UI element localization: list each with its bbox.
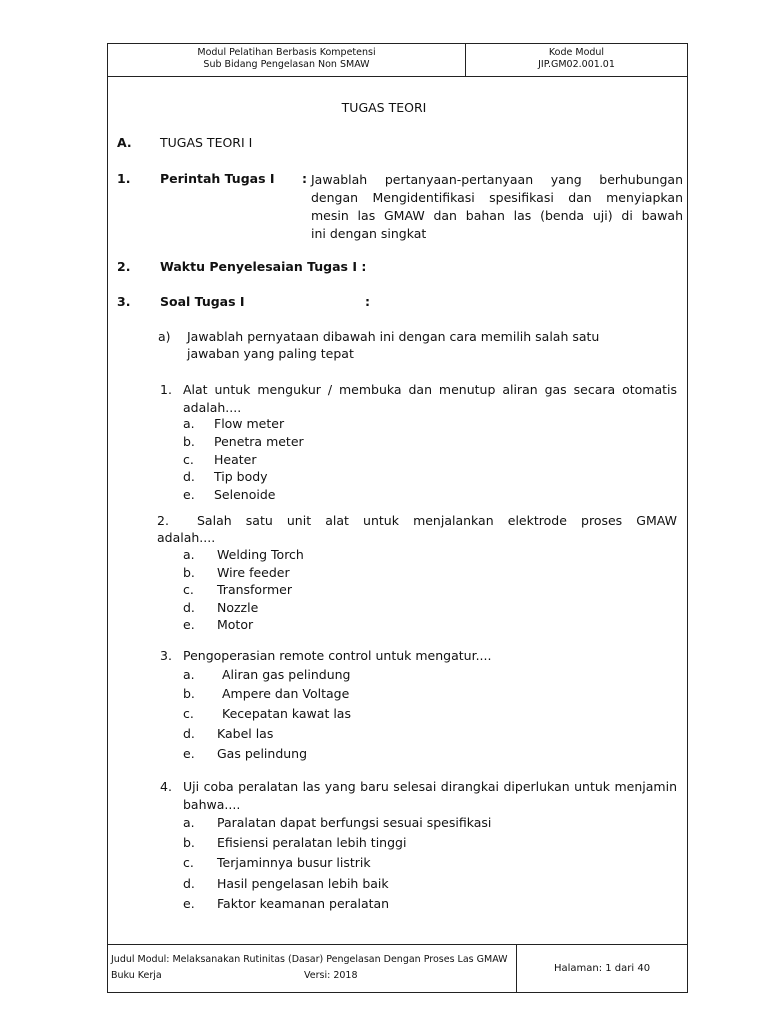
instruction-line: dengan Mengidentifikasi spesifikasi dan menyiapkan <box>311 190 683 205</box>
option-letter: a. <box>183 416 195 431</box>
section-letter: A. <box>117 135 132 150</box>
header-code-label: Kode Modul <box>548 47 605 58</box>
header-module-subtitle: Sub Bidang Pengelasan Non SMAW <box>203 59 370 70</box>
question-1-text-line1: Alat untuk mengukur / membuka dan menutup aliran gas secara otomatis <box>183 382 677 397</box>
option-text: Gas pelindung <box>217 746 308 761</box>
page-footer <box>108 944 687 992</box>
footer-page-number: Halaman: 1 dari 40 <box>553 963 651 974</box>
option-text: Paralatan dapat berfungsi sesuai spesifikasi <box>217 815 492 830</box>
question-3-number: 3. <box>160 648 172 663</box>
item3-number: 3. <box>117 294 131 309</box>
footer-module-title: Judul Modul: Melaksanakan Rutinitas (Dasar) Pengelasan Dengan Proses Las GMAW <box>111 954 508 965</box>
option-text: Ampere dan Voltage <box>222 686 350 701</box>
header-module-title: Modul Pelatihan Berbasis Kompetensi <box>197 47 376 58</box>
option-letter: b. <box>183 565 195 580</box>
option-letter: e. <box>183 896 195 911</box>
item1-colon: : <box>302 171 307 186</box>
footer-version: Versi: 2018 <box>304 970 358 981</box>
page-header <box>108 44 687 77</box>
option-letter: e. <box>183 617 195 632</box>
option-text: Faktor keamanan peralatan <box>217 896 390 911</box>
instruction-line: mesin las GMAW dan bahan las (benda uji) di bawah <box>311 208 683 223</box>
option-letter: c. <box>183 706 194 721</box>
option-letter: e. <box>183 487 195 502</box>
option-letter: d. <box>183 876 195 891</box>
option-text: Wire feeder <box>217 565 290 580</box>
question-2-number: 2. <box>157 513 169 528</box>
option-letter: d. <box>183 726 195 741</box>
option-text: Terjaminnya busur listrik <box>217 855 371 870</box>
question-4-text-line2: bahwa.... <box>183 797 241 812</box>
option-letter: c. <box>183 452 194 467</box>
question-2-text-line1: Salah satu unit alat untuk menjalankan elektrode proses GMAW <box>197 513 677 528</box>
item3-colon: : <box>365 294 370 309</box>
option-letter: b. <box>183 434 195 449</box>
page-title: TUGAS TEORI <box>341 100 427 115</box>
option-letter: e. <box>183 746 195 761</box>
instruction-marker: a) <box>158 329 171 344</box>
footer-module-info <box>108 945 517 992</box>
option-letter: b. <box>183 835 195 850</box>
option-text: Welding Torch <box>217 547 304 562</box>
instruction-line-1: Jawablah pernyataan dibawah ini dengan cara memilih salah satu <box>187 329 600 344</box>
option-text: Nozzle <box>217 600 259 615</box>
section-label: TUGAS TEORI I <box>160 135 253 150</box>
instruction-line: Jawablah pertanyaan-pertanyaan yang berhubungan <box>311 172 683 187</box>
option-letter: a. <box>183 815 195 830</box>
header-module-code <box>466 44 687 76</box>
header-code-value: JIP.GM02.001.01 <box>538 59 615 70</box>
option-text: Efisiensi peralatan lebih tinggi <box>217 835 407 850</box>
question-1-number: 1. <box>160 382 172 397</box>
option-letter: d. <box>183 469 195 484</box>
option-letter: b. <box>183 686 195 701</box>
option-text: Transformer <box>217 582 293 597</box>
question-4-number: 4. <box>160 779 172 794</box>
option-text: Tip body <box>214 469 268 484</box>
option-letter: d. <box>183 600 195 615</box>
option-letter: a. <box>183 667 195 682</box>
item1-label: Perintah Tugas I <box>160 171 275 186</box>
option-text: Kecepatan kawat las <box>222 706 351 721</box>
footer-book-type: Buku Kerja <box>111 970 162 981</box>
question-1-text-line2: adalah.... <box>183 400 242 415</box>
item1-number: 1. <box>117 171 131 186</box>
option-text: Aliran gas pelindung <box>222 667 351 682</box>
item2-number: 2. <box>117 259 131 274</box>
question-3-text: Pengoperasian remote control untuk mengatur.... <box>183 648 492 663</box>
question-2-text-line2: adalah.... <box>157 530 216 545</box>
item2-label: Waktu Penyelesaian Tugas I : <box>160 259 367 274</box>
option-text: Hasil pengelasan lebih baik <box>217 876 389 891</box>
option-letter: c. <box>183 855 194 870</box>
option-text: Kabel las <box>217 726 274 741</box>
item3-label: Soal Tugas I <box>160 294 245 309</box>
option-letter: c. <box>183 582 194 597</box>
option-text: Motor <box>217 617 254 632</box>
header-module-info <box>108 44 466 76</box>
question-4-text-line1: Uji coba peralatan las yang baru selesai dirangkai diperlukan untuk menjamin <box>183 779 677 794</box>
instruction-line: ini dengan singkat <box>311 226 427 241</box>
option-text: Heater <box>214 452 257 467</box>
option-letter: a. <box>183 547 195 562</box>
option-text: Flow meter <box>214 416 285 431</box>
instruction-line-2: jawaban yang paling tepat <box>187 346 354 361</box>
option-text: Selenoide <box>214 487 276 502</box>
item1-instruction-text <box>311 171 683 243</box>
option-text: Penetra meter <box>214 434 304 449</box>
